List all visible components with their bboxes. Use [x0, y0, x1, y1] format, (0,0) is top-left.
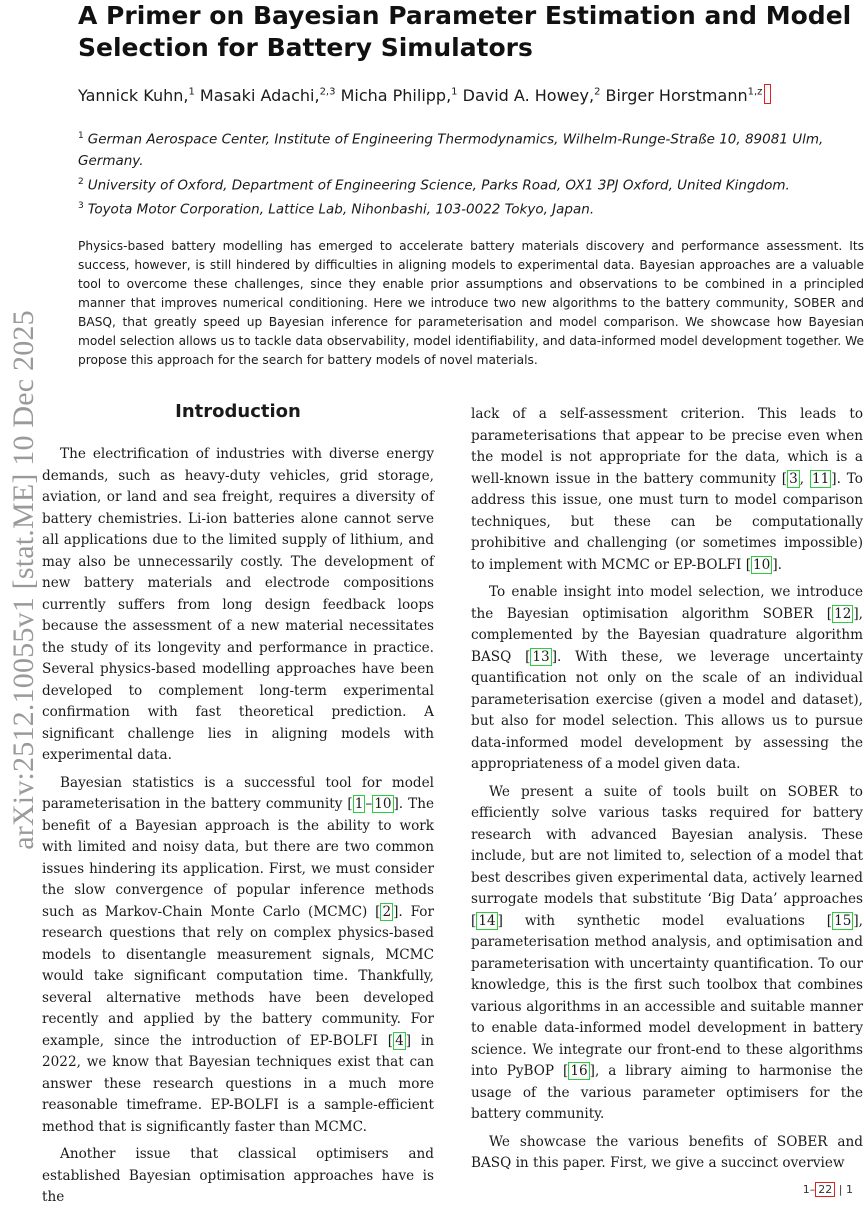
author-list — [78, 82, 858, 107]
left-column — [42, 400, 434, 1215]
page-number: | 1 — [835, 1183, 853, 1196]
right-column — [471, 404, 863, 1181]
author: Masaki Adachi,$^{2,3}$ — [199, 86, 336, 106]
citation-link[interactable]: 10 — [374, 796, 392, 812]
paragraph: lack of a self-assessment criterion. This leads to parameterisations that appear to be precise even when the model is not appropriate for the data, which is a well-known issue in the battery community [ 3 , 11 ]. To address this issue, one must turn to model comparison techniques, but these can be computationally prohibitive and challenging (or sometimes impossible) to implement with MCMC or EP-BOLFI [ 10 ]. — [471, 406, 863, 573]
abstract: Physics-based battery modelling has emerged to accelerate battery materials discovery and performance assessment. Its success, however, is still hindered by difficulties in aligning models to experimental data. Bayesian approaches are a valuable tool to overcome these challenges, since they enable prior assumptions and observations to be combined in a principled manner that improves numerical conditioning. Here we introduce two new algorithms to the battery community, SOBER and BASQ, that greatly speed up Bayesian inference for parameterisation and model comparison. We showcase how Bayesian model selection allows us to tackle data observability, model identifiability, and data-informed model development together. We propose this approach for the search for battery models of novel materials. — [78, 239, 864, 367]
paragraph: Another issue that classical optimisers and established Bayesian optimisation approaches have is the — [42, 1146, 434, 1205]
citation-link[interactable]: 4 — [395, 1032, 404, 1049]
affiliation: $^2$ University of Oxford, Department of Engineering Science, Parks Road, OX1 3PJ Oxford, United Kingdom. — [78, 176, 790, 193]
corresponding-author-link[interactable] — [764, 84, 771, 104]
citation-link[interactable]: 12 — [834, 605, 852, 622]
citation-link[interactable]: 16 — [570, 1063, 588, 1079]
citation-link[interactable]: 13 — [532, 648, 550, 665]
affiliation: $^3$ Toyota Motor Corporation, Lattice Lab, Nihonbashi, 103-0022 Tokyo, Japan. — [78, 201, 595, 218]
paragraph: We present a suite of tools built on SOBER to efficiently solve various tasks required for battery research with advanced Bayesian analysis. These include, but are not limited to, selection of a model that best describes given experimental data, actively learned surrogate models that substitute ‘Big Data’ approaches [ 14 ] with synthetic model evaluations [ 15 ], parameterisation method analysis, and optimisation and parameterisation with uncertainty quantification. To our knowledge, this is the first such toolbox that combines various algorithms in an accessible and suitable manner to enable data-informed model development in battery science. We integrate our front-end to these algorithms into PyBOP [ 16 ], a library aiming to harmonise the usage of the various parameter optimisers for the battery community. — [471, 783, 863, 1122]
author: Birger Horstmann$^{1,z}$ — [605, 86, 763, 106]
author: Micha Philipp,$^1$ — [340, 86, 458, 106]
citation-link[interactable]: 3 — [789, 470, 798, 487]
paper-title: A Primer on Bayesian Parameter Estimation and Model Selection for Battery Simulators — [78, 1, 852, 62]
arxiv-stamp — [4, 280, 44, 880]
author: David A. Howey,$^2$ — [462, 86, 601, 106]
affiliations — [78, 126, 858, 221]
citation-link[interactable]: 1 — [354, 796, 364, 812]
page-range-start: 1– — [802, 1183, 816, 1196]
paragraph: To enable insight into model selection, we introduce the Bayesian optimisation algorithm SOBER [ 12 ], complemented by the Bayesian quadrature algorithm BASQ [ 13 ]. With these, we leverage uncertainty quantification not only on the scale of an individual parameterisation exercise (given a model and dataset), but also for model selection. This allows us to pursue data-informed model development by assessing the appropriateness of a model given data. — [471, 584, 864, 772]
section-heading: Introduction — [175, 401, 301, 422]
paragraph: We showcase the various benefits of SOBER and BASQ in this paper. First, we give a succinct overview — [471, 1133, 863, 1171]
author: Yannick Kuhn,$^1$ — [78, 86, 195, 106]
paragraph: Bayesian statistics is a successful tool for model parameterisation in the battery community [ 1 – 10 ]. The benefit of a Bayesian approach is the ability to work with limited and noisy data, but there are two common issues hindering its application. First, we must consider the slow convergence of popular inference methods such as Markov-Chain Monte Carlo (MCMC) [ 2 ]. For research questions that rely on complex physics-based models to disentangle measurement signals, MCMC would take significant computation time. Thankfully, several alternative methods have been developed recently and applied by the battery community. For example, since the introduction of EP-BOLFI [ 4 ] in 2022, we know that Bayesian techniques exist that can answer these research questions in a much more reasonable timeframe. EP-BOLFI is a sample-efficient method that is significantly faster than MCMC. — [42, 774, 434, 1135]
citation-link[interactable]: 15 — [834, 912, 852, 929]
citation-link[interactable]: 14 — [478, 912, 496, 929]
paragraph: The electrification of industries with diverse energy demands, such as heavy-duty vehicles, grid storage, aviation, or land and sea freight, requires a diversity of battery chemistries. Li-ion batteries alone cannot serve all applications due to the limited supply of lithium, and may also be unnecessarily costly. The development of new battery materials and electrode compositions currently suffers from long design feedback loops because the assessment of a new material necessitates the study of its longevity and performance in practice. Several physics-based modelling approaches have been developed to complement long-term experimental confirmation with fast theoretical prediction. A significant challenge lies in aligning models with experimental data. — [42, 446, 434, 763]
page-footer — [803, 1183, 853, 1196]
total-pages-link[interactable]: 22 — [815, 1182, 835, 1197]
citation-link[interactable]: 11 — [811, 470, 830, 487]
citation-link[interactable]: 10 — [753, 556, 771, 573]
arxiv-id[interactable]: arXiv:2512.10055v1 [stat.ME] 10 Dec 2025 — [7, 310, 41, 850]
citation-link[interactable]: 2 — [382, 903, 392, 920]
affiliation: $^1$ German Aerospace Center, Institute of Engineering Thermodynamics, Wilhelm-Runge-Straße 10, 89081 Ulm, Germany. — [78, 131, 824, 169]
